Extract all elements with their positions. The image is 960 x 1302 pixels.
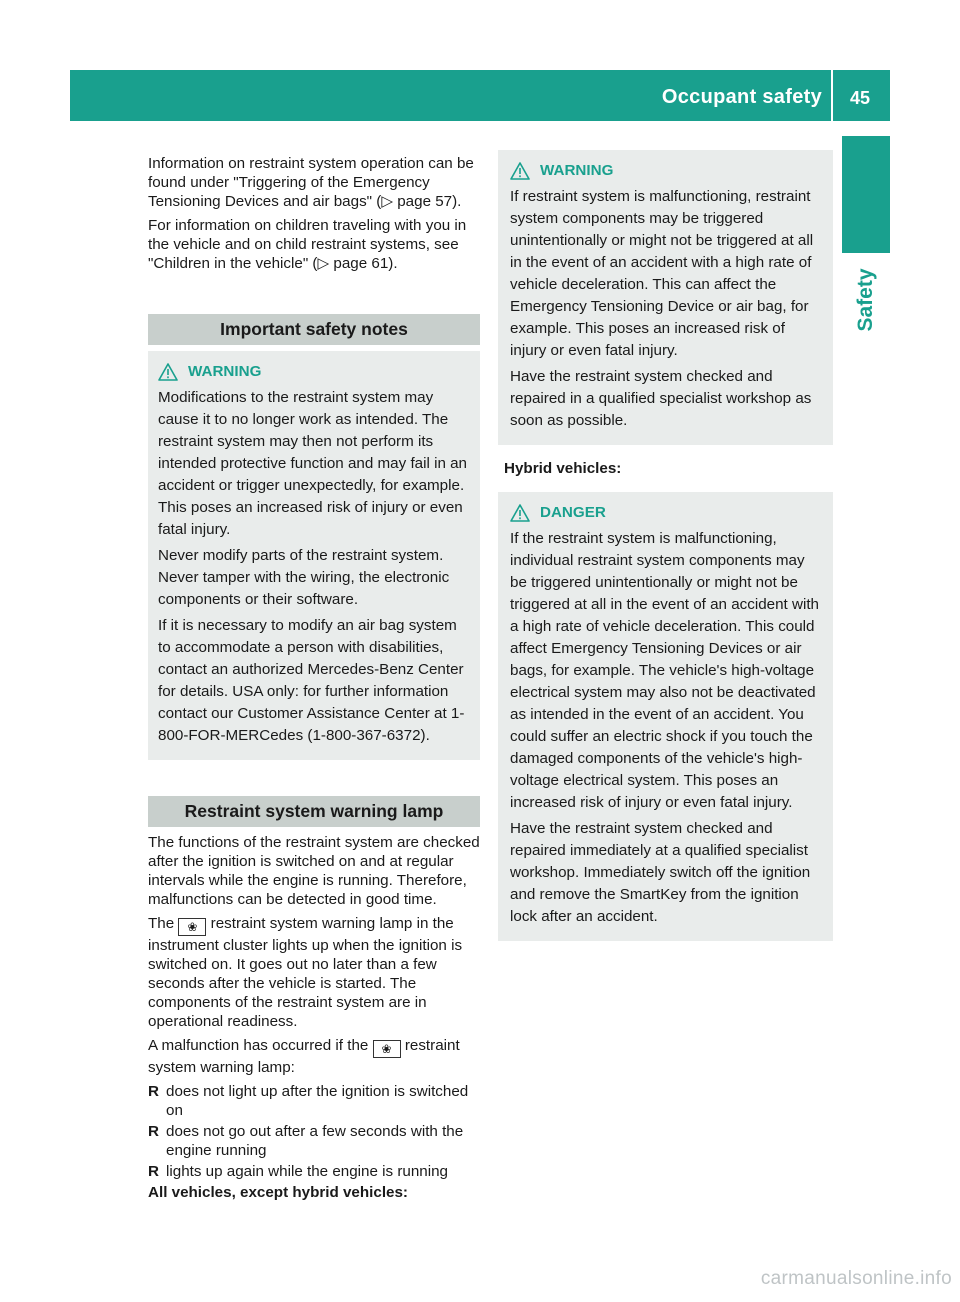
list-item xyxy=(148,1082,480,1120)
warning-paragraph: If restraint system is malfunctioning, restraint system components may be triggered unintentionally or might not be triggered at all in the event of an accident with a high rate of vehicle deceleration. This can affect the Emergency Tensioning Device or air bag, for example. This poses an increased risk of injury or even fatal injury. xyxy=(510,188,814,359)
danger-box-hybrid xyxy=(498,492,833,941)
list-item xyxy=(148,1122,480,1160)
left-column xyxy=(148,154,480,1207)
intro-paragraph-2: For information on children traveling with you in the vehicle and on child restraint systems, see "Children in the vehicle" (▷ page 61). xyxy=(148,217,467,272)
side-tab-block xyxy=(842,136,890,253)
lamp-text: The xyxy=(148,915,175,932)
lamp-paragraph-3 xyxy=(148,1036,480,1077)
warning-paragraph: Never modify parts of the restraint system. Never tamper with the wiring, the electronic components or their software. xyxy=(158,547,450,608)
list-item xyxy=(148,1162,480,1181)
lamp-text: restraint system warning lamp in the instrument cluster lights up when the ignition is switched on. It goes out no later than a few seconds after the vehicle is started. The components of the restraint system are in operational readiness. xyxy=(148,915,463,1030)
warning-header xyxy=(158,361,470,383)
warning-header xyxy=(510,160,825,182)
airbag-warning-lamp-icon: ❀ xyxy=(373,1040,401,1058)
page-title: Occupant safety xyxy=(661,86,822,108)
lamp-text: restraint system warning lamp: xyxy=(148,1037,460,1076)
warning-triangle-icon xyxy=(510,504,530,522)
watermark-link[interactable]: carmanualsonline.info xyxy=(760,1268,952,1289)
lamp-text: A malfunction has occurred if the xyxy=(148,1037,369,1054)
warning-paragraph: Have the restraint system checked and repaired in a qualified specialist workshop as soon as possible. xyxy=(510,368,812,429)
lamp-paragraph-1: The functions of the restraint system are checked after the ignition is switched on and at regular intervals while the engine is running. Therefore, malfunctions can be detected in good time. xyxy=(148,834,480,908)
all-vehicles-heading: All vehicles, except hybrid vehicles: xyxy=(148,1184,408,1201)
warning-label: WARNING xyxy=(540,162,614,179)
warning-box-malfunction xyxy=(498,150,833,445)
right-column xyxy=(498,150,833,941)
header-divider xyxy=(831,70,833,121)
section-title-warning-lamp: Restraint system warning lamp xyxy=(148,796,480,827)
warning-paragraph: If it is necessary to modify an air bag system to accommodate a person with disabilities, contact an authorized Mercedes-Benz Center for details. USA only: for further information contact our Customer Assistance Center at 1-800-FOR-MERCedes (1-800-367-6372). xyxy=(158,617,465,744)
page-number: 45 xyxy=(849,88,871,108)
bullet-marker: R xyxy=(148,1163,159,1180)
warning-triangle-icon xyxy=(510,162,530,180)
warning-paragraph: Modifications to the restraint system may cause it to no longer work as intended. The restraint system may then not perform its intended protective function and may fail in an accident or trigger unexpectedly, for example. This poses an increased risk of injury or even fatal injury. xyxy=(158,389,468,538)
list-item-text: does not light up after the ignition is switched on xyxy=(166,1083,469,1119)
bullet-marker: R xyxy=(148,1123,159,1140)
danger-paragraph: Have the restraint system checked and repaired immediately at a qualified specialist workshop. Immediately switch off the ignition and remove the SmartKey from the ignition lock after an accident. xyxy=(510,820,811,925)
section-title-important: Important safety notes xyxy=(148,314,480,345)
warning-label: WARNING xyxy=(188,363,262,380)
danger-label: DANGER xyxy=(540,504,606,521)
warning-box-modifications xyxy=(148,351,480,760)
danger-paragraph: If the restraint system is malfunctioning, individual restraint system components may be triggered unintentionally or might not be triggered at all in the event of an accident with a high rate of vehicle deceleration. This could affect Emergency Tensioning Devices or air bags, for example. The vehicle's high-voltage electrical system may also not be deactivated as intended in the event of an accident. You could suffer an electric shock if you touch the damaged components of the vehicle's high-voltage electrical system. This poses an increased risk of injury or even fatal injury. xyxy=(510,530,820,811)
list-item-text: does not go out after a few seconds with the engine running xyxy=(166,1123,464,1159)
malfunction-list xyxy=(148,1082,480,1181)
list-item-text: lights up again while the engine is running xyxy=(166,1163,449,1180)
airbag-warning-lamp-icon: ❀ xyxy=(178,918,206,936)
danger-header xyxy=(510,502,825,524)
hybrid-vehicles-heading: Hybrid vehicles: xyxy=(504,460,622,477)
bullet-marker: R xyxy=(148,1083,159,1100)
warning-triangle-icon xyxy=(158,363,178,381)
lamp-paragraph-2 xyxy=(148,914,480,1031)
intro-paragraph-1: Information on restraint system operation can be found under "Triggering of the Emergency Tensioning Devices and air bags" (▷ page 57). xyxy=(148,155,474,210)
side-tab-label: Safety xyxy=(854,268,877,332)
